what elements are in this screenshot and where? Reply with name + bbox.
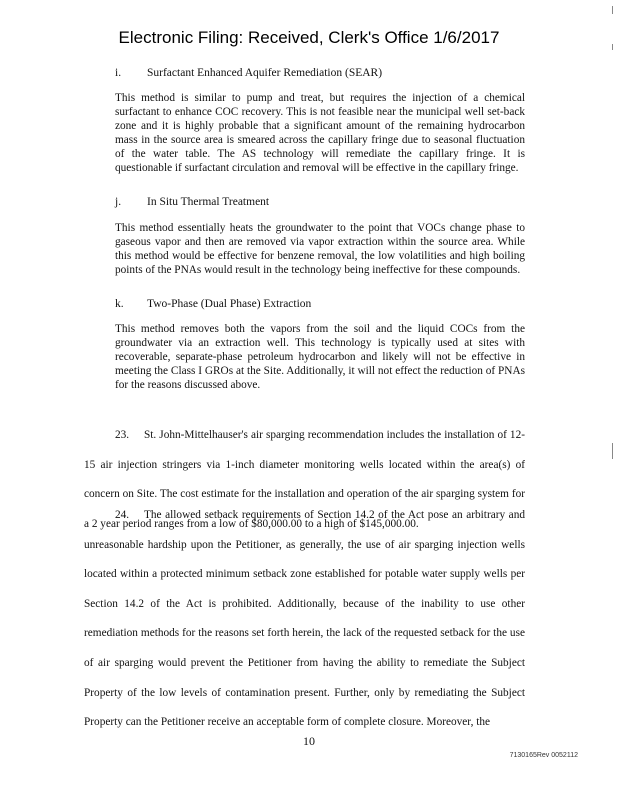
- paragraph-text: The allowed setback requirements of Section 14.2 of the Act pose an arbitrary and unreasonable hardship upon the Petitioner, as generally, the use of air sparging injection wells located within a protected minimum setback zone established for potable water supply wells per Section 14.2 of the Act is prohibited. Additionally, because of the inability to use other remediation methods for the reasons set forth herein, the lack of the requested setback for the use of air sparging would prevent the Petitioner from having the ability to remediate the Subject Property of the low levels of contamination present. Further, only by remediating the Subject Property can the Petitioner receive an acceptable form of complete closure. Moreover, the: [84, 509, 525, 729]
- section-body-k: This method removes both the vapors from the soil and the liquid COCs from the groundwater via an extraction well. This technology is typically used at sites with recoverable, separate-phase petroleum hydrocarbon and likely will not be effective in meeting the Class I GROs at the Site. Additionally, it will not effect the reduction of PNAs for the reasons discussed above.: [115, 323, 525, 392]
- section-letter: i.: [115, 67, 122, 79]
- section-heading-k: [115, 298, 535, 314]
- section-title: Surfactant Enhanced Aquifer Remediation (SEAR): [147, 67, 383, 79]
- paragraph-number: 24.: [115, 509, 130, 521]
- scan-edge-mark: [612, 443, 613, 459]
- section-letter: k.: [115, 298, 124, 310]
- section-body-j: This method essentially heats the groundwater to the point that VOCs change phase to gaseous vapor and then are removed via vapor extraction within the source area. While this method would be effective for benzene removal, the low volatilities and high boiling points of the PNAs would result in the technology being ineffective for these compounds.: [115, 222, 525, 277]
- scan-edge-mark: [612, 44, 613, 50]
- section-title: In Situ Thermal Treatment: [147, 196, 270, 208]
- section-heading-j: [115, 196, 535, 212]
- scan-edge-mark: [612, 6, 613, 14]
- paragraph-number: 23.: [115, 429, 130, 441]
- section-title: Two-Phase (Dual Phase) Extraction: [147, 298, 312, 310]
- section-letter: j.: [115, 196, 122, 208]
- section-heading-i: [115, 67, 535, 83]
- paragraph-24: [84, 501, 525, 738]
- paragraph-text: St. John-Mittelhauser's air sparging recommendation includes the installation of 12-15 air injection stringers via 1-inch diameter monitoring wells located within the area(s) of concern on Site. The cost estimate for the installation and operation of the air sparging system for a 2 year period ranges from a low of $80,000.00 to a high of $145,000.00.: [84, 429, 525, 530]
- page-number: 10: [303, 734, 315, 748]
- document-id: 7130165Rev 0052112: [509, 752, 578, 759]
- filing-header: Electronic Filing: Received, Clerk's Office 1/6/2017: [118, 28, 500, 47]
- section-body-i: This method is similar to pump and treat, but requires the injection of a chemical surfactant to enhance COC recovery. This is not feasible near the municipal well set-back zone and it is highly probable that a significant amount of the remaining hydrocarbon mass in the source area is smeared across the capillary fringe due to seasonal fluctuation of the water table. The AS technology will remediate the capillary fringe. It is questionable if surfactant circulation and removal will be effective in the capillary fringe.: [115, 92, 525, 175]
